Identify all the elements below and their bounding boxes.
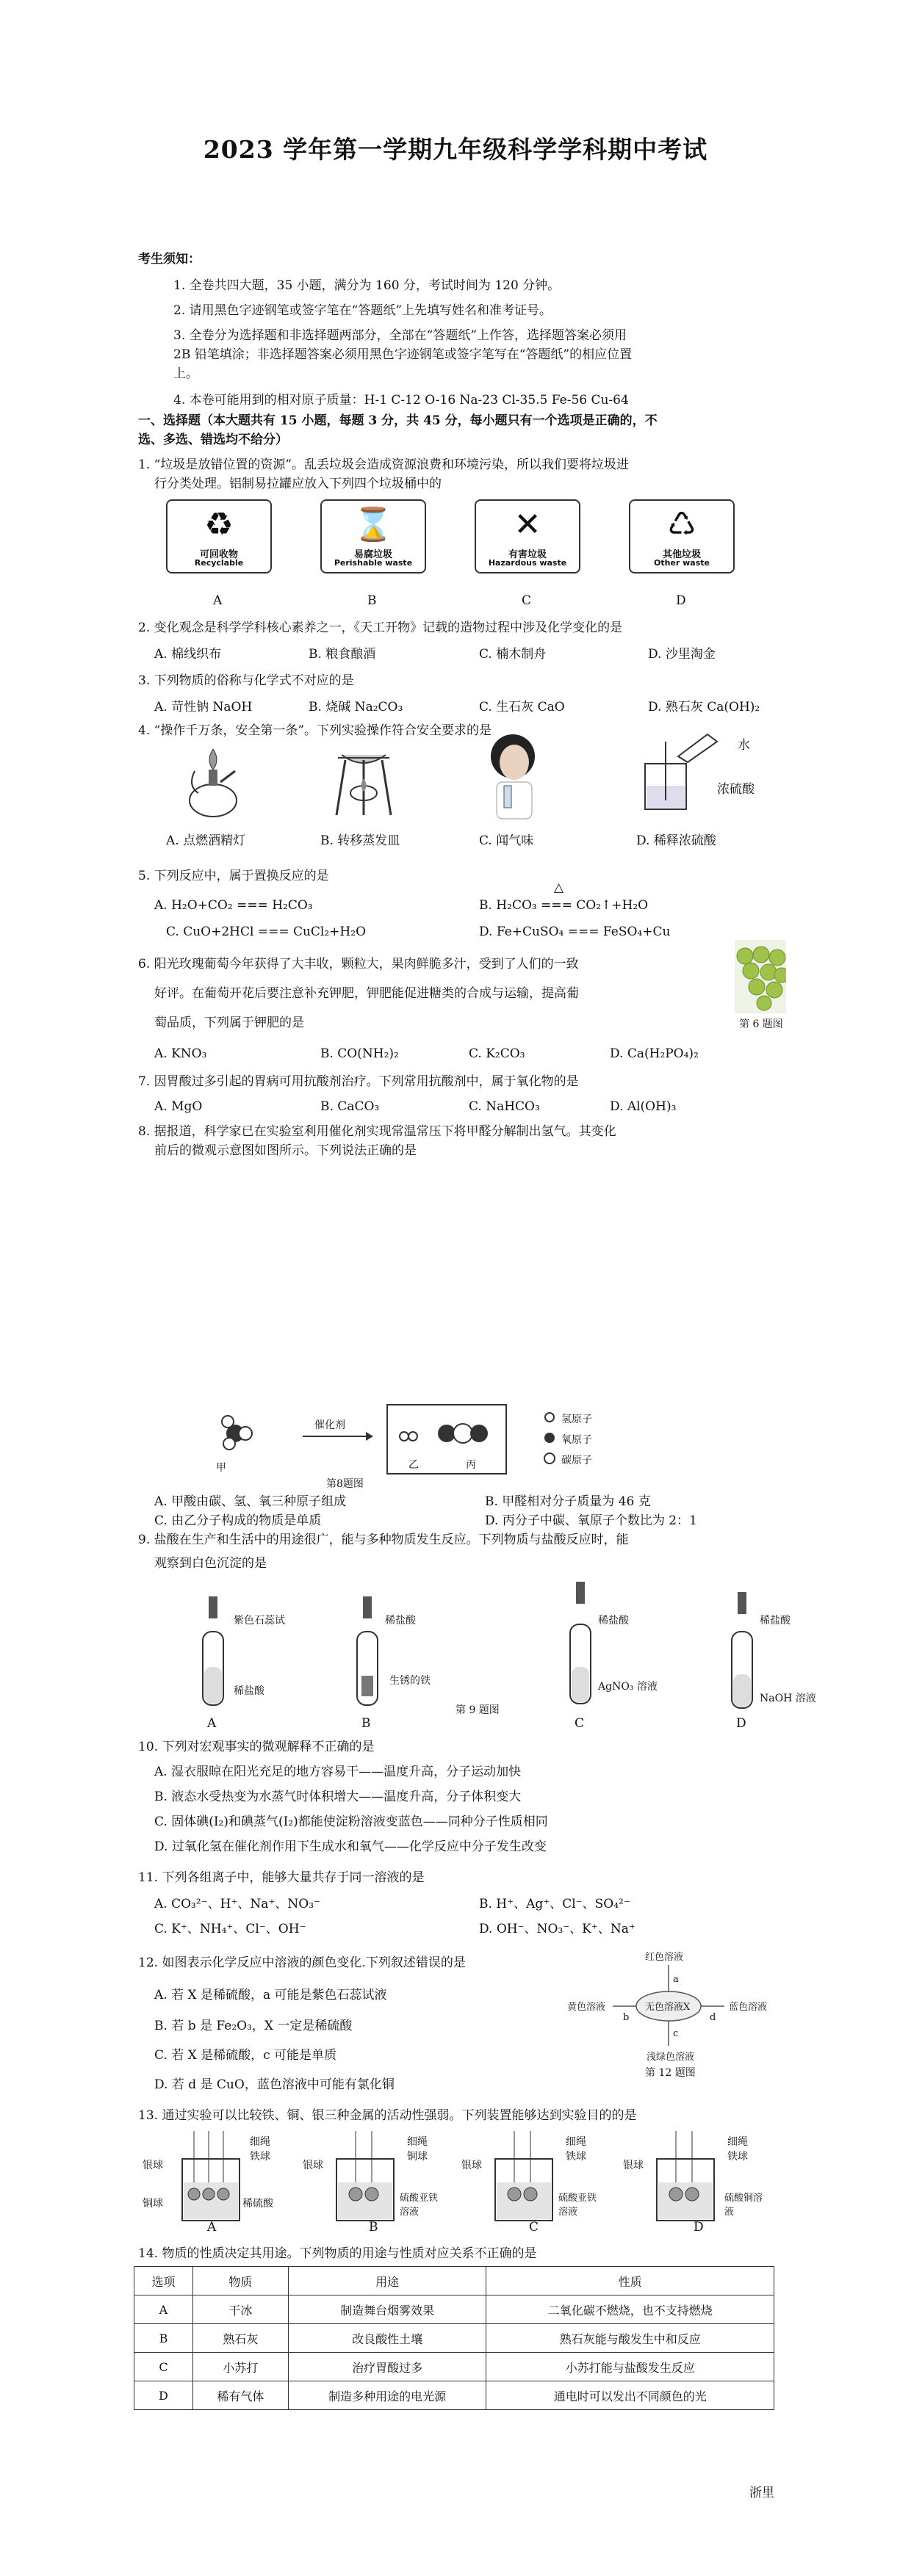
diagram-red: 红色溶液 bbox=[645, 1952, 684, 1963]
bin-en-label: Other waste bbox=[653, 558, 710, 568]
q13b-label: 铜球 bbox=[407, 2151, 428, 2163]
q9-letter: A bbox=[207, 1716, 217, 1731]
table-cell: 二氧化碳不燃烧，也不支持燃烧 bbox=[486, 2295, 774, 2324]
diagram-yellow: 黄色溶液 bbox=[567, 2002, 606, 2013]
section-heading-cont: 选、多选、错选均不给分） bbox=[138, 433, 288, 447]
table-cell: C bbox=[134, 2353, 193, 2381]
q13-letter: D bbox=[694, 2220, 704, 2235]
q5-stem: 5. 下列反应中，属于置换反应的是 bbox=[138, 869, 329, 883]
q2-option: B. 粮食酿酒 bbox=[309, 647, 376, 662]
dilution-figure bbox=[638, 727, 733, 815]
q13a-label: 银球 bbox=[143, 2160, 163, 2171]
q13-letter: A bbox=[207, 2220, 217, 2235]
q13a-label: 铁球 bbox=[250, 2151, 270, 2163]
triangle-icon: ♺ bbox=[667, 506, 696, 543]
notice-item: 2. 请用黑色字迹钢笔或签字笔在“答题纸”上先填写姓名和准考证号。 bbox=[173, 303, 552, 318]
q4-option: C. 闻气味 bbox=[479, 833, 534, 848]
notice-item: 3. 全卷分为选择题和非选择题两部分，全部在“答题纸”上作答，选择题答案必须用 bbox=[173, 328, 627, 343]
q13c-label: 银球 bbox=[461, 2160, 482, 2171]
q14-stem: 14. 物质的性质决定其用途。下列物质的用途与性质对应关系不正确的是 bbox=[138, 2246, 537, 2261]
q10-option: D. 过氧化氢在催化剂作用下生成水和氧气——化学反应中分子发生改变 bbox=[154, 1839, 547, 1854]
notice-heading: 考生须知： bbox=[138, 252, 201, 267]
q4-label-acid: 浓硫酸 bbox=[717, 782, 755, 797]
q11-option: D. OH⁻、NO₃⁻、K⁺、Na⁺ bbox=[479, 1922, 635, 1936]
notice-item: 1. 全卷共四大题，35 小题，满分为 160 分，考试时间为 120 分钟。 bbox=[173, 278, 561, 293]
formaldehyde-molecule bbox=[206, 1410, 264, 1454]
q9-label: 稀盐酸 bbox=[234, 1685, 264, 1697]
test-tube-b bbox=[353, 1593, 382, 1711]
bin-letter: B bbox=[367, 593, 377, 608]
table-header: 用途 bbox=[288, 2267, 486, 2295]
bin-cn-label: 其他垃圾 bbox=[662, 549, 701, 560]
table-cell: B bbox=[134, 2324, 193, 2353]
diagram-blue: 蓝色溶液 bbox=[729, 2002, 768, 2013]
q13c-label: 硫酸亚铁溶液 bbox=[558, 2193, 597, 2218]
table-row bbox=[134, 2324, 774, 2353]
test-tube-c bbox=[566, 1579, 595, 1711]
q13a-label: 铜球 bbox=[143, 2198, 163, 2210]
q9-stem: 9. 盐酸在生产和生活中的用途很广，能与多种物质发生反应。下列物质与盐酸反应时，能 bbox=[138, 1533, 629, 1547]
q13a-label: 稀硫酸 bbox=[242, 2198, 273, 2210]
test-tube-a bbox=[198, 1593, 228, 1711]
table-header: 选项 bbox=[134, 2267, 193, 2295]
bin-cn-label: 可回收物 bbox=[199, 549, 238, 560]
q8-figcap: 第8题图 bbox=[326, 1478, 364, 1490]
q8-option: C. 由乙分子构成的物质是单质 bbox=[154, 1513, 322, 1528]
q9-label: AgNO₃ 溶液 bbox=[598, 1681, 658, 1693]
q2-option: C. 楠木制舟 bbox=[479, 647, 547, 662]
q9-label: 稀盐酸 bbox=[598, 1615, 629, 1627]
q6-stem-cont: 好评。在葡萄开花后要注意补充钾肥，钾肥能促进糖类的合成与运输，提高葡 bbox=[154, 986, 579, 1001]
table-cell: 改良酸性土壤 bbox=[288, 2324, 486, 2353]
bin-en-label: Perishable waste bbox=[334, 558, 413, 568]
q2-option: A. 棉线织布 bbox=[154, 647, 222, 662]
q11-option: A. CO₃²⁻、H⁺、Na⁺、NO₃⁻ bbox=[154, 1897, 321, 1911]
q2-stem: 2. 变化观念是科学学科核心素养之一，《天工开物》记载的造物过程中涉及化学变化的是 bbox=[138, 621, 623, 635]
q13d-label: 铁球 bbox=[727, 2151, 748, 2163]
table-header: 物质 bbox=[192, 2267, 288, 2295]
q3-option: D. 熟石灰 Ca(OH)₂ bbox=[648, 700, 760, 714]
hazard-cross-icon: ✕ bbox=[514, 506, 541, 543]
q13c-label: 细绳 bbox=[566, 2136, 586, 2148]
q13-letter: C bbox=[529, 2220, 539, 2235]
q12-figcap: 第 12 题图 bbox=[645, 2067, 696, 2079]
q9-figcap: 第 9 题图 bbox=[455, 1704, 500, 1716]
q9-letter: B bbox=[361, 1716, 371, 1731]
q9-stem-cont: 观察到白色沉淀的是 bbox=[154, 1556, 267, 1571]
diagram-green: 浅绿色溶液 bbox=[647, 2052, 695, 2063]
q13d-label: 细绳 bbox=[727, 2136, 748, 2148]
product-label: 丙 bbox=[466, 1459, 476, 1471]
q6-stem-cont: 萄品质，下列属于钾肥的是 bbox=[154, 1016, 304, 1030]
q10-stem: 10. 下列对宏观事实的微观解释不正确的是 bbox=[138, 1740, 375, 1754]
table-row bbox=[134, 2295, 774, 2324]
q5-option: D. Fe+CuSO₄ === FeSO₄+Cu bbox=[479, 925, 671, 939]
diagram-d: d bbox=[710, 2012, 716, 2023]
footer-mark: 浙里 bbox=[749, 2486, 774, 2500]
q13d-label: 硫酸铜溶液 bbox=[724, 2193, 763, 2218]
q4-stem: 4. “操作千万条，安全第一条”。下列实验操作符合安全要求的是 bbox=[138, 723, 492, 738]
q11-stem: 11. 下列各组离子中，能够大量共存于同一溶液的是 bbox=[138, 1870, 425, 1885]
table-cell: 熟石灰能与酸发生中和反应 bbox=[486, 2324, 774, 2353]
q9-letter: D bbox=[736, 1716, 746, 1731]
legend-label: 氢原子 bbox=[561, 1414, 592, 1425]
bin-cn-label: 有害垃圾 bbox=[508, 549, 547, 560]
q13-letter: B bbox=[369, 2220, 378, 2235]
bin-letter: C bbox=[522, 593, 532, 608]
table-cell: 小苏打 bbox=[192, 2353, 288, 2381]
evaporating-dish-figure bbox=[323, 734, 404, 822]
table-row bbox=[134, 2381, 774, 2410]
smelling-figure bbox=[476, 727, 550, 822]
reaction-arrow bbox=[301, 1430, 375, 1442]
product-molecules bbox=[395, 1416, 498, 1452]
q9-label: 稀盐酸 bbox=[760, 1615, 791, 1627]
q10-option: A. 湿衣服晾在阳光充足的地方容易干——温度升高，分子运动加快 bbox=[154, 1765, 522, 1779]
q10-option: B. 液态水受热变为水蒸气时体积增大——温度升高，分子体积变大 bbox=[154, 1790, 522, 1804]
table-cell: 熟石灰 bbox=[192, 2324, 288, 2353]
table-cell: A bbox=[134, 2295, 193, 2324]
q8-stem-cont: 前后的微观示意图如图所示。下列说法正确的是 bbox=[154, 1143, 417, 1158]
diagram-center: 无色溶液X bbox=[645, 2002, 691, 2013]
q3-stem: 3. 下列物质的俗称与化学式不对应的是 bbox=[138, 673, 354, 688]
q11-option: B. H⁺、Ag⁺、Cl⁻、SO₄²⁻ bbox=[479, 1897, 630, 1911]
q13b-label: 硫酸亚铁溶液 bbox=[400, 2193, 439, 2218]
q10-option: C. 固体碘(I₂)和碘蒸气(I₂)都能使淀粉溶液变蓝色——同种分子性质相同 bbox=[154, 1815, 548, 1829]
alcohol-lamp-figure bbox=[176, 742, 250, 822]
q8-option: A. 甲酸由碳、氢、氧三种原子组成 bbox=[154, 1494, 347, 1509]
notice-item: 4. 本卷可能用到的相对原子质量：H-1 C-12 O-16 Na-23 Cl-35.5 Fe-56 Cu-64 bbox=[173, 393, 629, 408]
q11-option: C. K⁺、NH₄⁺、Cl⁻、OH⁻ bbox=[154, 1922, 306, 1936]
bin-cn-label: 易腐垃圾 bbox=[353, 549, 392, 560]
notice-item: 2B 铅笔填涂；非选择题答案必须用黑色字迹钢笔或签字笔写在“答题纸”的相应位置 bbox=[173, 347, 633, 362]
bin-letter: A bbox=[213, 593, 223, 608]
bin-other bbox=[629, 499, 735, 574]
table-cell: 稀有气体 bbox=[192, 2381, 288, 2410]
recycle-icon: ♻ bbox=[204, 506, 234, 543]
q8-stem: 8. 据报道，科学家已在实验室利用催化剂实现常温常压下将甲醛分解制出氢气。其变化 bbox=[138, 1124, 616, 1139]
q6-option: C. K₂CO₃ bbox=[469, 1046, 525, 1061]
q7-stem: 7. 因胃酸过多引起的胃病可用抗酸剂治疗。下列常用抗酸剂中，属于氧化物的是 bbox=[138, 1074, 579, 1089]
q1-stem: 1. “垃圾是放错位置的资源”。乱丢垃圾会造成资源浪费和环境污染，所以我们要将垃圾进 bbox=[138, 457, 630, 472]
table-row bbox=[134, 2353, 774, 2381]
bin-perishable bbox=[320, 499, 426, 574]
q13-stem: 13. 通过实验可以比较铁、铜、银三种金属的活动性强弱。下列装置能够达到实验目的的是 bbox=[138, 2108, 637, 2123]
q3-option: C. 生石灰 CaO bbox=[479, 700, 565, 714]
q12-option: D. 若 d 是 CuO，蓝色溶液中可能有氯化铜 bbox=[154, 2077, 395, 2092]
q13c-label: 铁球 bbox=[566, 2151, 586, 2163]
diagram-c: c bbox=[673, 2028, 679, 2039]
table-cell: 制造舞台烟雾效果 bbox=[288, 2295, 486, 2324]
bin-letter: D bbox=[676, 593, 686, 608]
q13d-label: 银球 bbox=[623, 2160, 644, 2171]
exam-title: 2023 学年第一学期九年级科学学科期中考试 bbox=[203, 135, 708, 164]
q5-option: B. H₂CO₃ === CO₂↑+H₂O bbox=[479, 898, 649, 913]
q4-option: B. 转移蒸发皿 bbox=[320, 833, 400, 848]
product-label: 乙 bbox=[408, 1459, 419, 1471]
q4-label-water: 水 bbox=[738, 738, 750, 753]
q8-option: B. 甲醛相对分子质量为 46 克 bbox=[485, 1494, 651, 1509]
q12-option: B. 若 b 是 Fe₂O₃，X 一定是稀硫酸 bbox=[154, 2019, 353, 2033]
q7-option: D. Al(OH)₃ bbox=[610, 1099, 677, 1114]
q12-option: C. 若 X 是稀硫酸，c 可能是单质 bbox=[154, 2048, 337, 2063]
q7-option: B. CaCO₃ bbox=[320, 1099, 380, 1114]
reactant-label: 甲 bbox=[216, 1462, 226, 1474]
heat-delta: △ bbox=[554, 880, 564, 895]
diagram-a: a bbox=[673, 1974, 679, 1985]
q7-option: A. MgO bbox=[154, 1099, 203, 1114]
q6-option: D. Ca(H₂PO₄)₂ bbox=[610, 1046, 699, 1061]
q6-stem: 6. 阳光玫瑰葡萄今年获得了大丰收，颗粒大，果肉鲜脆多汁，受到了人们的一致 bbox=[138, 957, 579, 972]
q13a-label: 细绳 bbox=[250, 2136, 270, 2148]
q3-option: A. 苛性钠 NaOH bbox=[154, 700, 253, 714]
q13b-label: 银球 bbox=[303, 2160, 323, 2171]
atom-legend-icons bbox=[542, 1410, 557, 1469]
q5-option: C. CuO+2HCl === CuCl₂+H₂O bbox=[166, 925, 367, 939]
q8-option: D. 丙分子中碳、氧原子个数比为 2：1 bbox=[485, 1513, 697, 1528]
q5-option: A. H₂O+CO₂ === H₂CO₃ bbox=[154, 898, 313, 913]
diagram-b: b bbox=[623, 2012, 630, 2023]
bin-en-label: Hazardous waste bbox=[488, 558, 567, 568]
q13b-label: 细绳 bbox=[407, 2136, 428, 2148]
q6-option: B. CO(NH₂)₂ bbox=[320, 1046, 399, 1061]
q4-option: A. 点燃酒精灯 bbox=[166, 833, 246, 848]
q4-option: D. 稀释浓硫酸 bbox=[636, 833, 716, 848]
legend-label: 碳原子 bbox=[561, 1455, 592, 1466]
q6-figcap: 第 6 题图 bbox=[739, 1019, 783, 1030]
bin-hazardous bbox=[475, 499, 580, 574]
test-tube-d bbox=[727, 1589, 757, 1714]
q2-option: D. 沙里淘金 bbox=[648, 647, 716, 662]
bin-en-label: Recyclable bbox=[194, 558, 244, 568]
grape-photo bbox=[735, 940, 786, 1013]
q3-option: B. 烧碱 Na₂CO₃ bbox=[309, 700, 403, 714]
q9-label: NaOH 溶液 bbox=[760, 1693, 816, 1704]
bin-recyclable bbox=[166, 499, 272, 574]
notice-item: 上。 bbox=[173, 366, 198, 381]
q12-option: A. 若 X 是稀硫酸，a 可能是紫色石蕊试液 bbox=[154, 1988, 387, 2002]
table-cell: 治疗胃酸过多 bbox=[288, 2353, 486, 2381]
property-table bbox=[134, 2266, 774, 2410]
legend-label: 氧原子 bbox=[561, 1434, 592, 1446]
q9-label: 稀盐酸 bbox=[385, 1615, 416, 1627]
q1-stem-cont: 行分类处理。铝制易拉罐应放入下列四个垃圾桶中的 bbox=[154, 477, 442, 491]
q6-option: A. KNO₃ bbox=[154, 1046, 207, 1061]
q12-stem: 12. 如图表示化学反应中溶液的颜色变化.下列叙述错误的是 bbox=[138, 1955, 466, 1970]
table-cell: 制造多种用途的电光源 bbox=[288, 2381, 486, 2410]
section-heading: 一、选择题（本大题共有 15 小题，每题 3 分，共 45 分，每小题只有一个选项是正确的，不 bbox=[138, 413, 658, 428]
hourglass-icon: ⌛ bbox=[353, 506, 394, 543]
table-header-row bbox=[134, 2267, 774, 2295]
q9-label: 紫色石蕊试 bbox=[234, 1615, 285, 1627]
q7-option: C. NaHCO₃ bbox=[469, 1099, 540, 1114]
table-cell: 干冰 bbox=[192, 2295, 288, 2324]
table-cell: 通电时可以发出不同颜色的光 bbox=[486, 2381, 774, 2410]
table-cell: 小苏打能与盐酸发生反应 bbox=[486, 2353, 774, 2381]
table-cell: D bbox=[134, 2381, 193, 2410]
table-header: 性质 bbox=[486, 2267, 774, 2295]
q9-label: 生锈的铁 bbox=[389, 1675, 431, 1687]
catalyst-label: 催化剂 bbox=[314, 1419, 345, 1431]
q9-letter: C bbox=[575, 1716, 585, 1731]
